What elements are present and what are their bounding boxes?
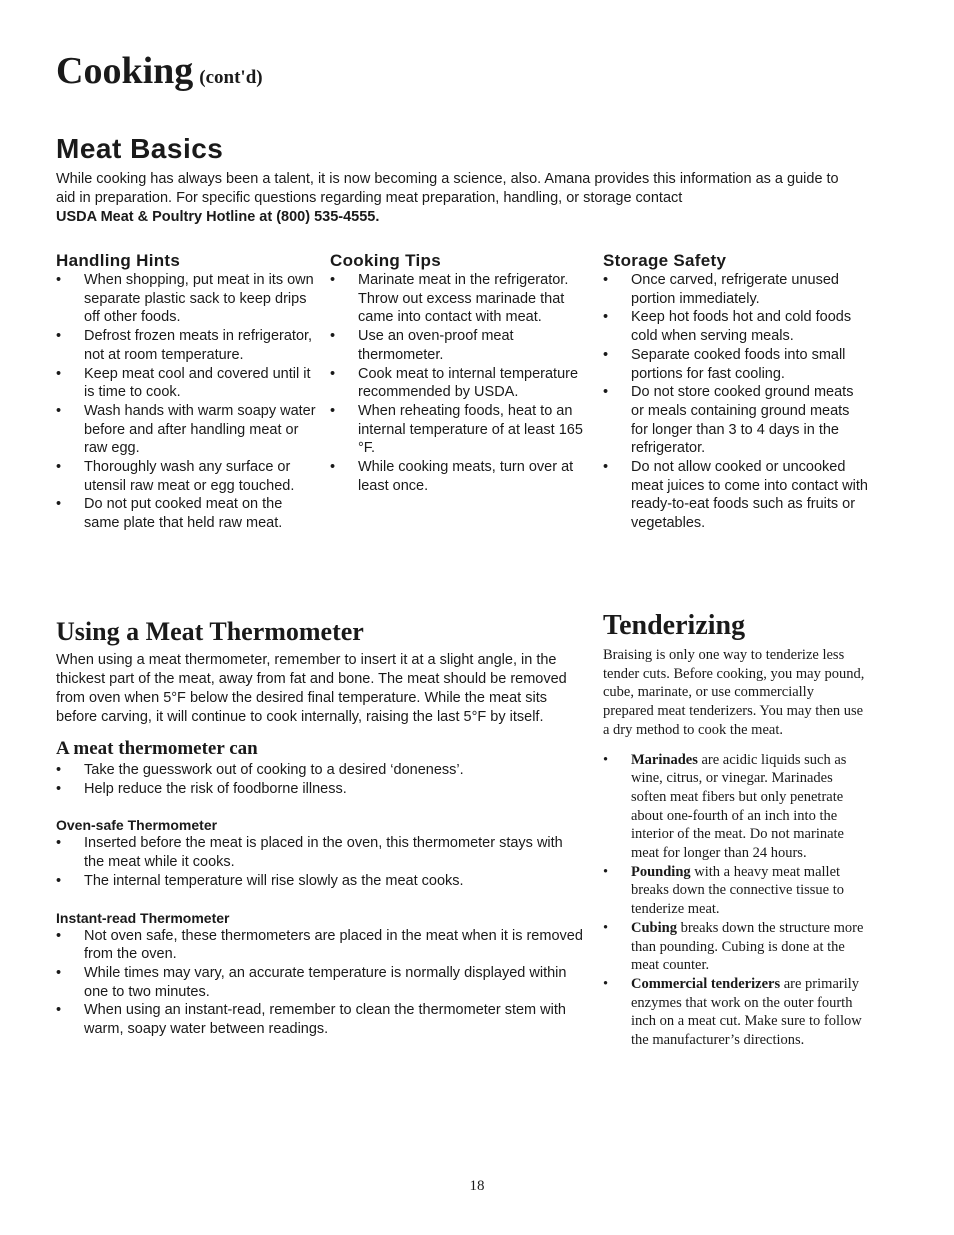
tenderizing-intro: Braising is only one way to tenderize less tender cuts. Before cooking, you may pound, cube, marinate, or use commercially prepared meat tenderizers. You may then use a dry method to cook the meat. [603,647,865,738]
meat-thermometer-heading: Using a Meat Thermometer [56,617,364,646]
list-item: • Do not allow cooked or uncooked meat juices to come into contact with ready-to-eat foods such as fruits or vegetables. [603,458,868,533]
list-item: • Use an oven-proof meat thermometer. [330,327,590,364]
meat-thermometer-intro: When using a meat thermometer, remember to insert it at a slight angle, in the thickest part of the meat, away from fat and bone. The meat should be removed from oven when 5°F below the desired final temperature. While the meat sits before carving, it will continue to cook internally, raising the last 5°F by itself. [56,652,567,725]
list-item [603,751,865,863]
list-item: • Keep meat cool and covered until it is time to cook. [56,365,316,402]
meat-basics-heading: Meat Basics [56,133,224,164]
list-item: • When using an instant-read, remember to clean the thermometer stem with warm, soapy water between readings. [56,1001,586,1038]
list-item: • Wash hands with warm soapy water before and after handling meat or raw egg. [56,402,316,458]
page-number: 18 [469,1178,485,1194]
list-item: • Take the guesswork out of cooking to a desired ‘doneness’. [56,761,586,780]
handling-hints-column [56,251,316,533]
list-item: • Inserted before the meat is placed in the oven, this thermometer stays with the meat while it cooks. [56,834,586,871]
page-title-text: Cooking [56,50,194,92]
term-marinades: Marinades [631,751,698,768]
list-item: • Cook meat to internal temperature recommended by USDA. [330,365,590,402]
handling-hints-list [56,271,316,533]
list-item: • When shopping, put meat in its own separate plastic sack to keep drips off other foods. [56,271,316,327]
list-item-text: are primarily enzymes that work on the outer fourth inch on a meat cut. Make sure to follow the manufacturer’s directions. [631,975,862,1049]
list-item: • Separate cooked foods into small portions for fast cooling. [603,346,868,383]
list-item: • Marinate meat in the refrigerator. Throw out excess marinade that came into contact with meat. [330,271,590,327]
storage-safety-list [603,271,868,533]
meat-thermometer-section [56,617,586,1039]
list-item: • While cooking meats, turn over at least once. [330,458,590,495]
tenderizing-list [603,751,865,1050]
thermometer-can-list [56,761,586,798]
term-cubing: Cubing [631,919,677,936]
page-title-suffix: (cont'd) [199,67,263,88]
list-item: • The internal temperature will rise slowly as the meat cooks. [56,872,586,891]
thermometer-can-heading: A meat thermometer can [56,738,258,759]
list-item: • Once carved, refrigerate unused portion immediately. [603,271,868,308]
oven-safe-heading: Oven-safe Thermometer [56,817,218,834]
usda-hotline: USDA Meat & Poultry Hotline at (800) 535-4555. [56,209,380,225]
cooking-tips-list [330,271,590,495]
tenderizing-heading: Tenderizing [603,610,746,641]
oven-safe-list [56,834,586,890]
list-item-text: are acidic liquids such as wine, citrus, or vinegar. Marinades soften meat fibers but only penetrate about one-fourth of an inch into the interior of the meat. Do not marinate meat for longer than 24 hours. [631,751,847,862]
list-item: • Not oven safe, these thermometers are placed in the meat when it is removed from the oven. [56,927,586,964]
list-item [603,919,865,975]
list-item [603,975,865,1050]
storage-safety-heading: Storage Safety [603,251,727,270]
meat-basics-intro [56,170,856,227]
handling-hints-heading: Handling Hints [56,251,181,270]
storage-safety-column [603,251,868,533]
intro-text: While cooking has always been a talent, it is now becoming a science, also. Amana provides this information as a guide to aid in preparation. For specific questions regarding meat preparation, handling, or storage contact [56,171,839,206]
cooking-tips-column [330,251,590,495]
instant-read-list [56,927,586,1039]
term-commercial-tenderizers: Commercial tenderizers [631,975,781,992]
list-item-text: breaks down the structure more than pounding. Cubing is done at the meat counter. [631,919,864,974]
list-item [603,863,865,919]
list-item: • Defrost frozen meats in refrigerator, not at room temperature. [56,327,316,364]
list-item: • Keep hot foods hot and cold foods cold when serving meals. [603,308,868,345]
instant-read-heading: Instant-read Thermometer [56,909,230,926]
tenderizing-section [603,610,865,1050]
list-item: • Do not store cooked ground meats or meals containing ground meats for longer than 3 to 4 days in the refrigerator. [603,383,868,458]
list-item: • Thoroughly wash any surface or utensil raw meat or egg touched. [56,458,316,495]
term-pounding: Pounding [631,863,691,880]
list-item: • Help reduce the risk of foodborne illness. [56,780,586,799]
cooking-tips-heading: Cooking Tips [330,251,441,270]
list-item: • When reheating foods, heat to an internal temperature of at least 165 °F. [330,402,590,458]
list-item: • While times may vary, an accurate temperature is normally displayed within one to two minutes. [56,964,586,1001]
list-item: • Do not put cooked meat on the same plate that held raw meat. [56,495,316,532]
page-title [56,52,263,90]
list-item-text: with a heavy meat mallet breaks down the connective tissue to tenderize meat. [631,863,845,918]
